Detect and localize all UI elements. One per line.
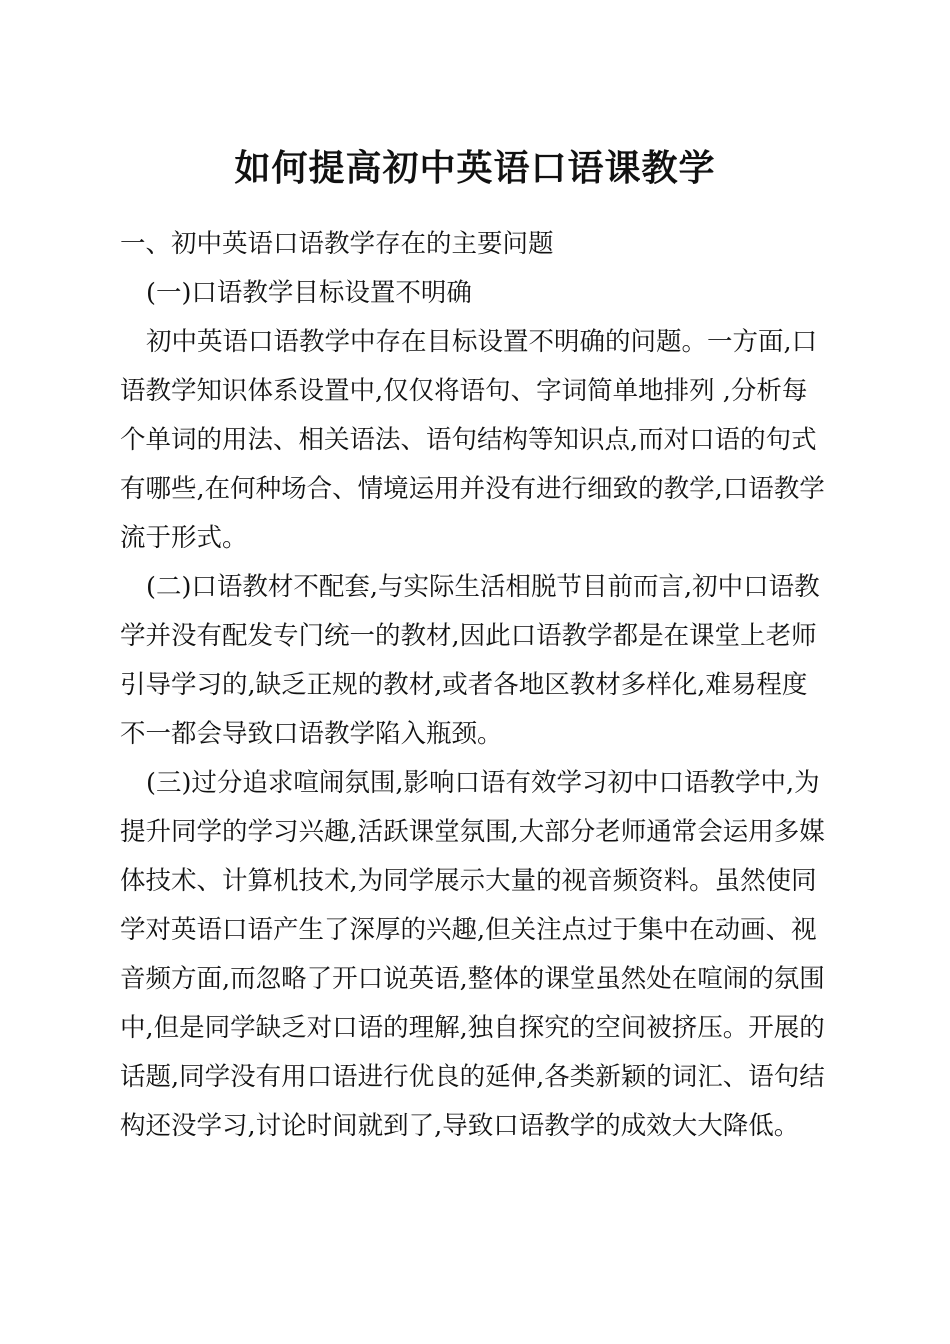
section-heading: 一、初中英语口语教学存在的主要问题 <box>120 229 554 259</box>
paragraph-line: 中,但是同学缺乏对口语的理解,独自探究的空间被挤压。开展的 <box>120 1013 825 1043</box>
paragraph-line: 话题,同学没有用口语进行优良的延伸,各类新颖的词汇、语句结 <box>120 1062 825 1092</box>
paragraph-line: (二)口语教材不配套,与实际生活相脱节目前而言,初中口语教 <box>146 572 820 602</box>
paragraph-line: 流于形式。 <box>120 523 248 553</box>
paragraph-line: 个单词的用法、相关语法、语句结构等知识点,而对口语的句式 <box>120 425 817 455</box>
paragraph-line: 不一都会导致口语教学陷入瓶颈。 <box>120 719 503 749</box>
paragraph-line: 体技术、计算机技术,为同学展示大量的视音频资料。虽然使同 <box>120 866 817 896</box>
paragraph-line: 学并没有配发专门统一的教材,因此口语教学都是在课堂上老师 <box>120 621 817 651</box>
paragraph-line: 引导学习的,缺乏正规的教材,或者各地区教材多样化,难易程度 <box>120 670 808 700</box>
paragraph-line: 初中英语口语教学中存在目标设置不明确的问题。一方面,口 <box>146 327 818 357</box>
paragraph-line: 有哪些,在何种场合、情境运用并没有进行细致的教学,口语教学 <box>120 474 825 504</box>
paragraph-line: (三)过分追求喧闹氛围,影响口语有效学习初中口语教学中,为 <box>146 768 820 798</box>
subsection-heading: (一)口语教学目标设置不明确 <box>146 278 472 308</box>
paragraph-line: 构还没学习,讨论时间就到了,导致口语教学的成效大大降低。 <box>120 1111 800 1141</box>
paragraph-line: 学对英语口语产生了深厚的兴趣,但关注点过于集中在动画、视 <box>120 915 817 945</box>
paragraph-line: 提升同学的学习兴趣,活跃课堂氛围,大部分老师通常会运用多媒 <box>120 817 825 847</box>
paragraph-line: 音频方面,而忽略了开口说英语,整体的课堂虽然处在喧闹的氛围 <box>120 964 825 994</box>
paragraph-line: 语教学知识体系设置中,仅仅将语句、字词简单地排列 ,分析每 <box>120 376 808 406</box>
document-title: 如何提高初中英语口语课教学 <box>234 147 716 189</box>
